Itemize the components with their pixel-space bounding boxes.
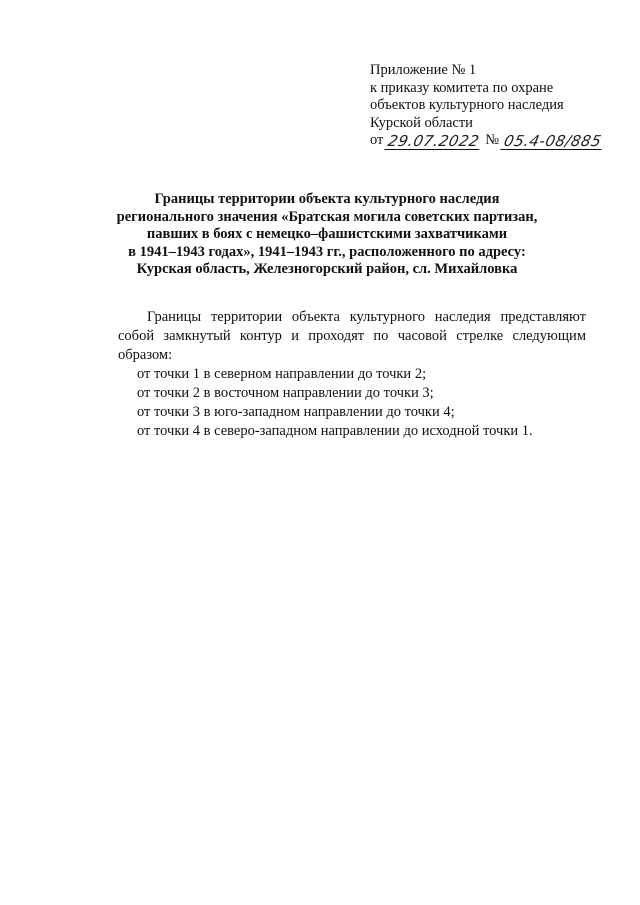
boundary-item: от точки 2 в восточном направлении до точки 3; xyxy=(137,385,434,401)
handwritten-order-number: 05.4-08/885 xyxy=(502,131,604,150)
intro-paragraph: Границы территории объекта культурного наследия представляют собой замкнутый контур и проходят по часовой стрелке следующим образом: xyxy=(118,309,586,363)
from-prefix: от xyxy=(370,132,384,148)
boundary-item: от точки 3 в юго-западном направлении до точки 4; xyxy=(137,404,455,420)
title-line: Курская область, Железногорский район, сл. Михайловка xyxy=(136,261,518,277)
title-line: Границы территории объекта культурного наследия xyxy=(154,191,500,207)
number-sign: № xyxy=(485,132,500,148)
boundary-item: от точки 1 в северном направлении до точки 2; xyxy=(137,366,427,382)
title-line: регионального значения «Братская могила советских партизан, xyxy=(116,208,538,225)
title-line: павших в боях с немецко–фашистскими захватчиками xyxy=(146,226,508,242)
appendix-header xyxy=(370,62,620,150)
document-title xyxy=(60,191,594,279)
order-date-number-line xyxy=(370,132,620,150)
title-line: в 1941–1943 годах», 1941–1943 гг., расположенного по адресу: xyxy=(128,243,526,260)
appendix-number: Приложение № 1 xyxy=(370,62,477,78)
appendix-committee: объектов культурного наследия xyxy=(370,97,564,113)
appendix-region: Курской области xyxy=(370,114,473,131)
boundary-item: от точки 4 в северо-западном направлении до исходной точки 1. xyxy=(137,423,533,439)
handwritten-date: 29.07.2022 xyxy=(386,131,482,150)
document-body xyxy=(118,308,586,441)
appendix-order-ref: к приказу комитета по охране xyxy=(370,79,554,96)
